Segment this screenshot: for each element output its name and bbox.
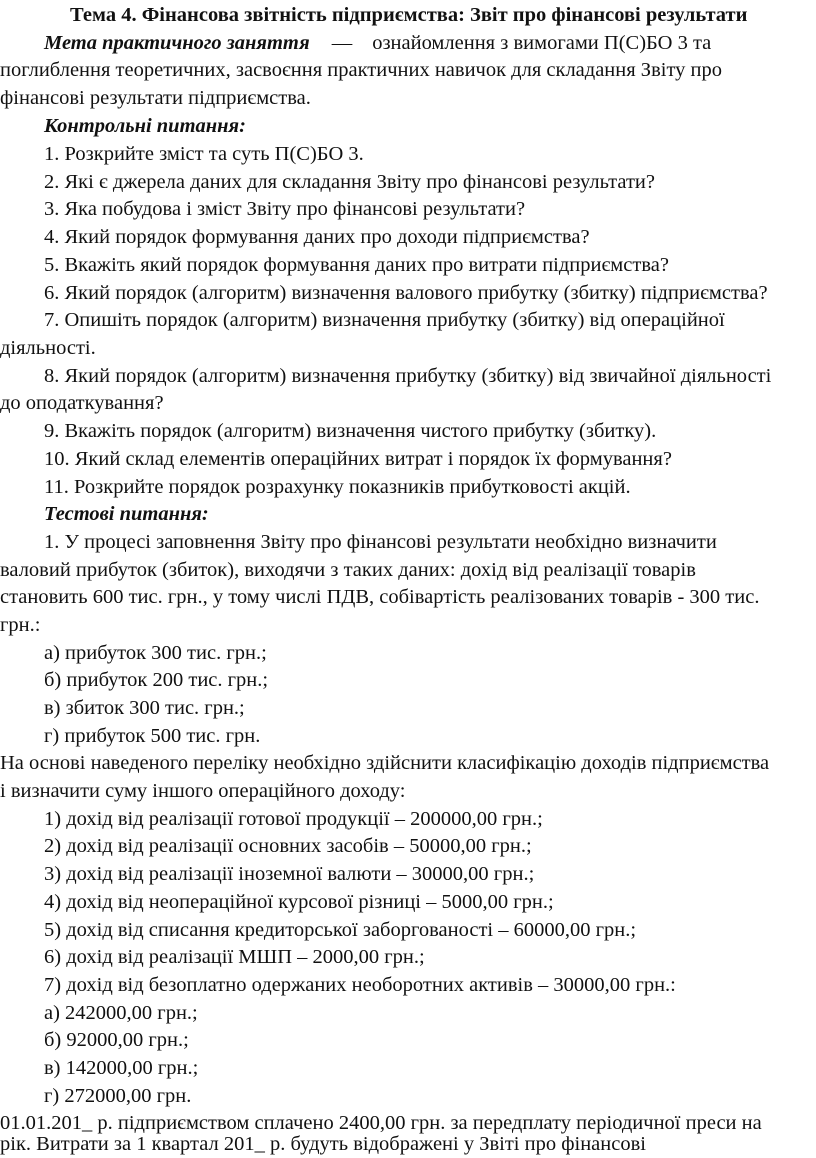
- goal-line-3: фінансові результати підприємства.: [0, 87, 311, 109]
- test-question-1-option-a: а) прибуток 300 тис. грн.;: [44, 642, 267, 664]
- test-question-2-option-d: г) 272000,00 грн.: [44, 1085, 192, 1107]
- control-question-1: 1. Розкрийте зміст та суть П(С)БО 3.: [44, 143, 364, 165]
- control-question-8-cont: до оподаткування?: [0, 392, 164, 414]
- page-title: Тема 4. Фінансова звітність підприємства: Звіт про фінансові результати: [70, 4, 748, 26]
- test-question-3-line-1: 01.01.201_ р. підприємством сплачено 2400,00 грн. за передплату періодичної преси на: [0, 1112, 762, 1134]
- income-item-3: 3) дохід від реалізації іноземної валюти – 30000,00 грн.;: [44, 863, 535, 885]
- control-question-2: 2. Які є джерела даних для складання Звіту про фінансові результати?: [44, 171, 655, 193]
- goal-line-1: [44, 29, 711, 57]
- test-question-2-line-2: і визначити суму іншого операційного доходу:: [0, 780, 406, 802]
- control-question-6: 6. Який порядок (алгоритм) визначення валового прибутку (збитку) підприємства?: [44, 282, 768, 304]
- test-question-1-line-2: валовий прибуток (збиток), виходячи з таких даних: дохід від реалізації товарів: [0, 559, 696, 581]
- goal-line-2: поглиблення теоретичних, засвоєння практичних навичок для складання Звіту про: [0, 59, 722, 81]
- control-question-10: 10. Який склад елементів операційних витрат і порядок їх формування?: [44, 448, 672, 470]
- test-question-2-option-b: б) 92000,00 грн.;: [44, 1029, 189, 1051]
- income-item-2: 2) дохід від реалізації основних засобів – 50000,00 грн.;: [44, 835, 532, 857]
- test-question-2-line-1: На основі наведеного переліку необхідно здійснити класифікацію доходів підприємства: [0, 752, 770, 774]
- test-question-1-option-c: в) збиток 300 тис. грн.;: [44, 697, 245, 719]
- control-question-7-cont: діяльності.: [0, 337, 96, 359]
- income-item-6: 6) дохід від реалізації МШП – 2000,00 грн.;: [44, 946, 425, 968]
- control-question-8: 8. Який порядок (алгоритм) визначення прибутку (збитку) від звичайної діяльності: [44, 365, 772, 387]
- goal-dash: —: [331, 32, 353, 54]
- income-item-7: 7) дохід від безоплатно одержаних необоротних активів – 30000,00 грн.:: [44, 974, 676, 996]
- income-item-5: 5) дохід від списання кредиторської заборгованості – 60000,00 грн.;: [44, 919, 637, 941]
- test-question-1-line-3: становить 600 тис. грн., у тому числі ПДВ, собівартість реалізованих товарів - 300 тис.: [0, 586, 760, 608]
- test-question-1-option-d: г) прибуток 500 тис. грн.: [44, 725, 261, 747]
- control-question-5: 5. Вкажіть який порядок формування даних про витрати підприємства?: [44, 254, 669, 276]
- test-questions-heading: Тестові питання:: [44, 503, 209, 525]
- test-question-3-line-2: рік. Витрати за 1 квартал 201_ р. будуть відображені у Звіті про фінансові: [0, 1133, 646, 1155]
- control-question-4: 4. Який порядок формування даних про доходи підприємства?: [44, 226, 590, 248]
- control-question-7: 7. Опишіть порядок (алгоритм) визначення прибутку (збитку) від операційної: [44, 309, 725, 331]
- control-question-11: 11. Розкрийте порядок розрахунку показників прибутковості акцій.: [44, 476, 631, 498]
- test-question-1-line-1: 1. У процесі заповнення Звіту про фінансові результати необхідно визначити: [44, 531, 717, 553]
- goal-text: ознайомлення з вимогами П(С)БО 3 та: [372, 32, 712, 54]
- test-question-2-option-c: в) 142000,00 грн.;: [44, 1057, 199, 1079]
- income-item-1: 1) дохід від реалізації готової продукції – 200000,00 грн.;: [44, 808, 543, 830]
- control-question-9: 9. Вкажіть порядок (алгоритм) визначення чистого прибутку (збитку).: [44, 420, 657, 442]
- control-questions-heading: Контрольні питання:: [44, 115, 246, 137]
- control-question-3: 3. Яка побудова і зміст Звіту про фінансові результати?: [44, 198, 526, 220]
- test-question-2-option-a: а) 242000,00 грн.;: [44, 1002, 198, 1024]
- test-question-1-line-4: грн.:: [0, 614, 41, 636]
- test-question-1-option-b: б) прибуток 200 тис. грн.;: [44, 669, 269, 691]
- goal-label: Мета практичного заняття: [44, 32, 310, 54]
- income-item-4: 4) дохід від неопераційної курсової різниці – 5000,00 грн.;: [44, 891, 554, 913]
